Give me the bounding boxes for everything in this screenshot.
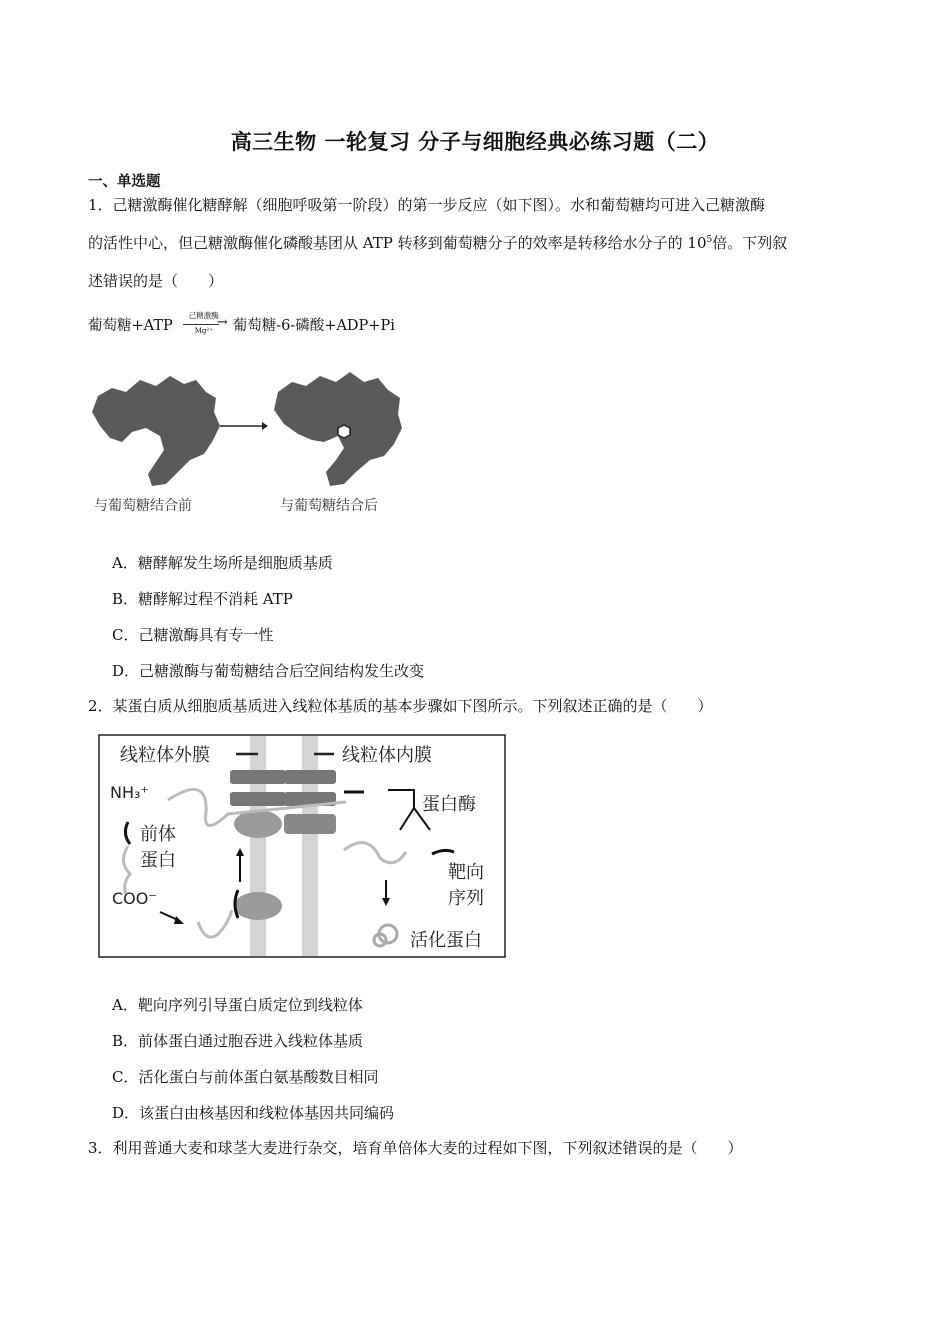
inner-channel-top xyxy=(284,770,336,784)
q2-option-c[interactable]: C．活化蛋白与前体蛋白氨基酸数目相同 xyxy=(112,1068,379,1086)
eq-cofactor-label: Mg²⁺ xyxy=(194,327,213,335)
q1-stem-line-2: 的活性中心，但己糖激酶催化磷酸基团从 ATP 转移到葡萄糖分子的效率是转移给水分子的 $10^5$倍。下列叙 xyxy=(88,234,788,252)
page-title: 高三生物 一轮复习 分子与细胞经典必练习题（二） xyxy=(230,129,720,154)
outer-membrane-band xyxy=(250,736,266,956)
enzyme-before-shape xyxy=(92,376,220,486)
label-protease: 蛋白酶 xyxy=(422,794,476,815)
q1-option-c[interactable]: C．己糖激酶具有专一性 xyxy=(112,626,274,644)
eq-products: 葡萄糖-6-磷酸+ADP+Pi xyxy=(232,317,395,334)
fig-label-before: 与葡萄糖结合前 xyxy=(94,498,192,514)
label-target-1: 靶向 xyxy=(448,862,484,883)
q2-mitochondria-figure xyxy=(98,734,508,960)
eq-reactants: 葡萄糖+ATP xyxy=(88,317,173,334)
q2-option-b[interactable]: B．前体蛋白通过胞吞进入线粒体基质 xyxy=(112,1032,364,1050)
q3-stem: 3．利用普通大麦和球茎大麦进行杂交，培育单倍体大麦的过程如下图，下列叙述错误的是（ ） xyxy=(88,1139,743,1157)
q2-option-a[interactable]: A．靶向序列引导蛋白质定位到线粒体 xyxy=(112,996,363,1014)
q1-option-b[interactable]: B．糖酵解过程不消耗 ATP xyxy=(112,590,293,608)
label-inner-membrane: 线粒体内膜 xyxy=(342,745,432,766)
eq-catalyst-label: 己糖激酶 xyxy=(188,311,219,320)
label-precursor-2: 蛋白 xyxy=(140,850,176,871)
label-nh3: NH₃⁺ xyxy=(110,783,149,802)
q1-option-d[interactable]: D．己糖激酶与葡萄糖结合后空间结构发生改变 xyxy=(112,662,425,680)
q1-reaction-equation xyxy=(88,312,395,336)
label-precursor-1: 前体 xyxy=(140,824,176,845)
eq-catalyst-arrow: 己糖激酶 → Mg²⁺ xyxy=(175,312,231,336)
label-outer-membrane: 线粒体外膜 xyxy=(120,745,210,766)
q1-option-a[interactable]: A．糖酵解发生场所是细胞质基质 xyxy=(112,554,333,572)
outer-channel-top xyxy=(230,770,286,784)
label-activated: 活化蛋白 xyxy=(410,930,482,951)
section-heading: 一、单选题 xyxy=(88,173,161,190)
q1-stem-line-1: 1．己糖激酶催化糖酵解（细胞呼吸第一阶段）的第一步反应（如下图）。水和葡萄糖均可进入己糖激酶 xyxy=(88,196,766,214)
receptor-oval xyxy=(234,810,282,838)
inner-membrane-band xyxy=(302,736,318,956)
label-coo: COO⁻ xyxy=(112,889,157,908)
label-target-2: 序列 xyxy=(448,888,484,909)
fig-label-after: 与葡萄糖结合后 xyxy=(280,498,378,514)
q1-enzyme-figure xyxy=(86,368,416,520)
q2-stem: 2．某蛋白质从细胞质基质进入线粒体基质的基本步骤如下图所示。下列叙述正确的是（ ） xyxy=(88,697,713,715)
q1-stem-line-3: 述错误的是（ ） xyxy=(88,272,224,290)
glucose-hexagon-icon xyxy=(338,425,350,438)
q2-option-d[interactable]: D．该蛋白由核基因和线粒体基因共同编码 xyxy=(112,1104,395,1122)
precursor-oval xyxy=(234,892,282,920)
